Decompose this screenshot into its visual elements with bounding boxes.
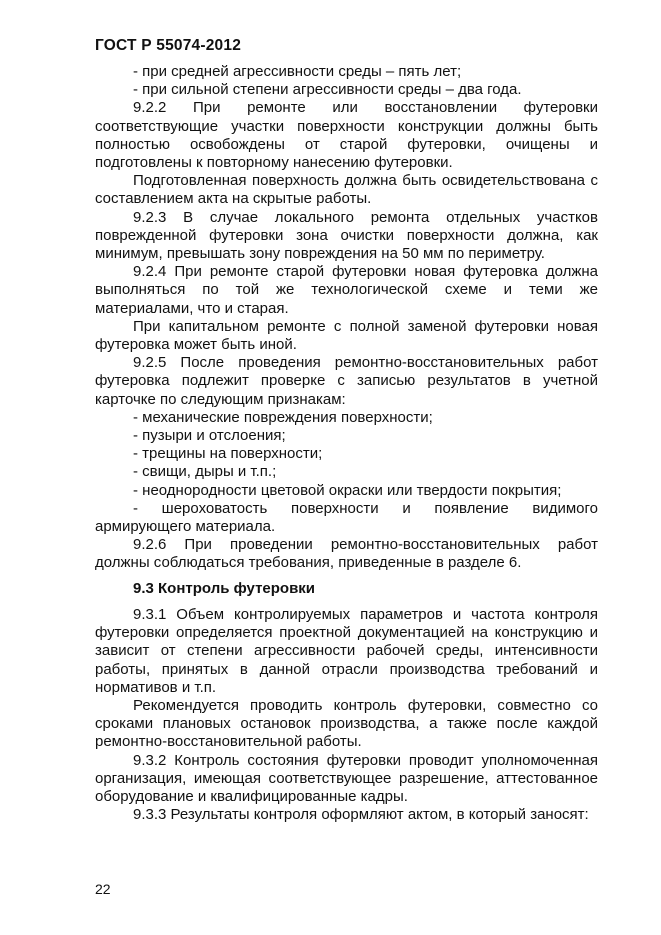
section-heading-9-3: 9.3 Контроль футеровки xyxy=(133,579,316,597)
list-item-sign: - трещины на поверхности; xyxy=(133,445,323,463)
page-number: 22 xyxy=(95,881,111,897)
document-code-header: ГОСТ Р 55074-2012 xyxy=(95,37,242,54)
list-item-sign-last: - шероховатость поверхности и появление видимого армирующего материала. xyxy=(95,499,598,536)
document-body xyxy=(95,63,598,824)
clause-9-2-2: 9.2.2 При ремонте или восстановлении футеровки соответствующие участки поверхности конструкции должны быть полностью освобождены от старой футеровки, очищены и подготовлены к повторному нанесению футеровки. xyxy=(95,99,598,172)
list-item-high-aggressiveness: - при сильной степени агрессивности среды – два года. xyxy=(133,81,522,99)
clause-9-2-6: 9.2.6 При проведении ремонтно-восстановительных работ должны соблюдаться требования, приведенные в разделе 6. xyxy=(95,536,598,572)
list-item-sign: - неоднородности цветовой окраски или твердости покрытия; xyxy=(133,481,562,499)
list-item-sign: - пузыри и отслоения; xyxy=(133,427,286,445)
list-item-sign: - механические повреждения поверхности; xyxy=(133,408,433,426)
clause-9-2-5: 9.2.5 После проведения ремонтно-восстановительных работ футеровка подлежит проверке с записью результатов в учетной карточке по следующим признакам: xyxy=(95,354,598,408)
clause-9-3-1-recommendation: Рекомендуется проводить контроль футеровки, совместно со сроками плановых остановок производства, а также после каждой ремонтно-восстановительной работы. xyxy=(95,696,598,751)
clause-9-3-2: 9.3.2 Контроль состояния футеровки проводит уполномоченная организация, имеющая соответствующее разрешение, аттестованное оборудование и квалифицированные кадры. xyxy=(95,751,598,805)
list-item-medium-aggressiveness: - при средней агрессивности среды – пять лет; xyxy=(133,63,462,80)
clause-9-2-3: 9.2.3 В случае локального ремонта отдельных участков поврежденной футеровки зона очистки поверхности должна, как минимум, превышать зону повреждения на 50 мм по периметру. xyxy=(95,208,598,263)
clause-9-3-1: 9.3.1 Объем контролируемых параметров и частота контроля футеровки определяется проектной документацией на конструкцию и зависит от степени агрессивности рабочей среды, интенсивности работы, принятых в данной отрасли производства требований и нормативов и т.п. xyxy=(95,605,598,696)
clause-9-2-4: 9.2.4 При ремонте старой футеровки новая футеровка должна выполняться по той же технологической схеме и теми же материалами, что и старая. xyxy=(95,263,598,317)
clause-9-2-4-capital-repair: При капитальном ремонте с полной заменой футеровки новая футеровка может быть иной. xyxy=(95,317,598,354)
list-item-sign: - свищи, дыры и т.п.; xyxy=(133,463,277,481)
clause-9-3-3: 9.3.3 Результаты контроля оформляют актом, в который заносят: xyxy=(133,806,589,824)
clause-9-2-2-surface-inspection: Подготовленная поверхность должна быть освидетельствована с составлением акта на скрытые работы. xyxy=(95,172,598,208)
